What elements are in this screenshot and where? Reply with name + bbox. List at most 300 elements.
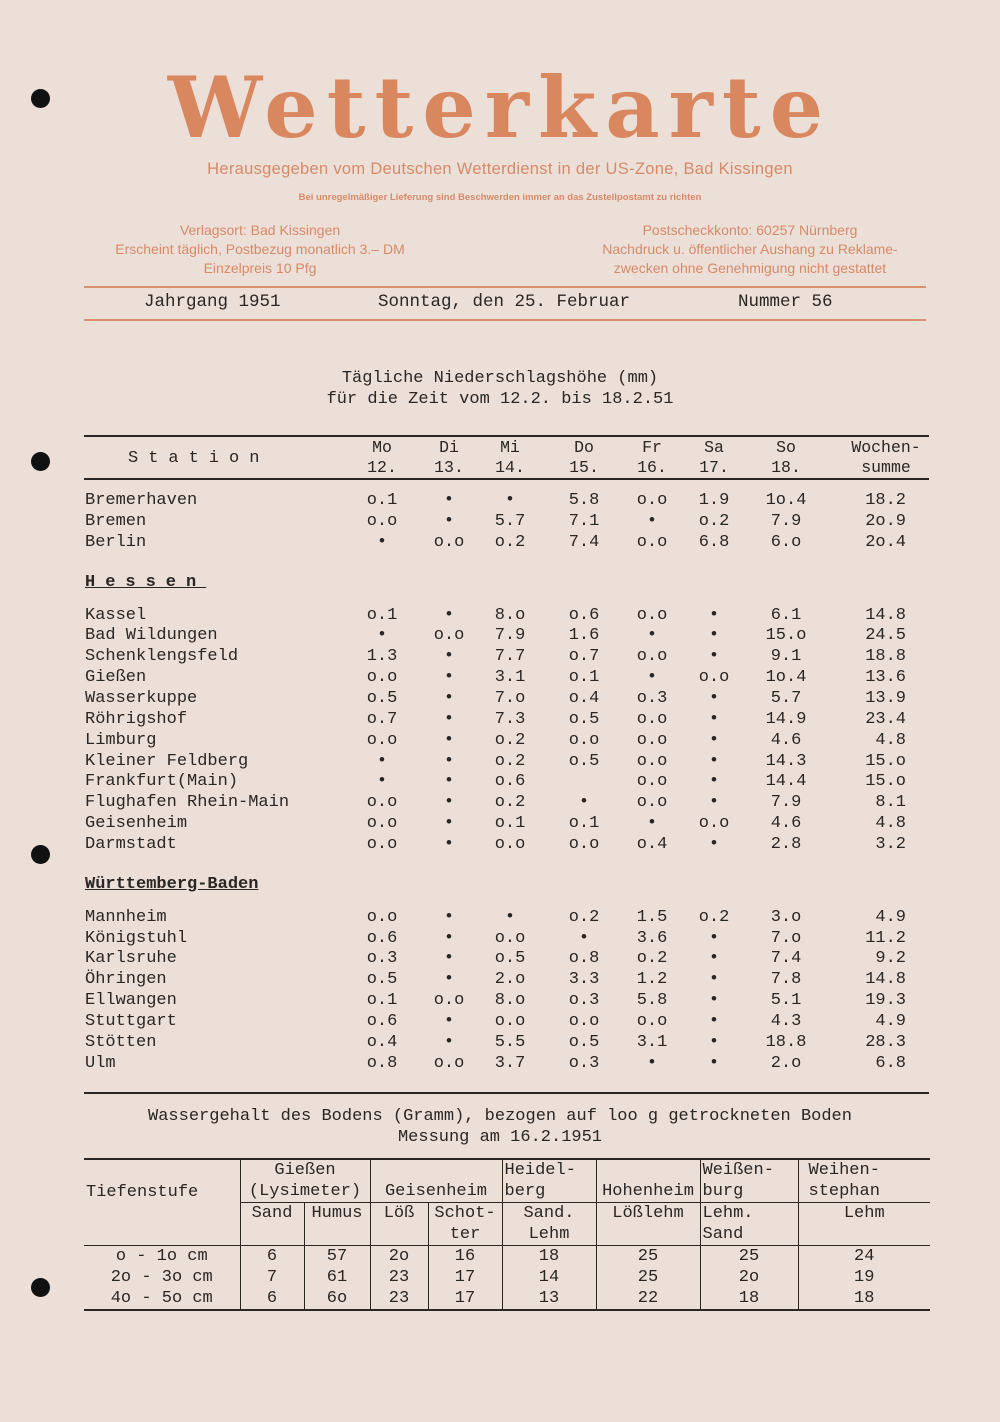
station-name: Kassel — [85, 605, 147, 625]
station-name: Röhrigshof — [85, 709, 188, 729]
station-name: Bremerhaven — [85, 491, 198, 510]
precip-value: • — [646, 1053, 658, 1073]
precip-value: o.o — [568, 834, 600, 854]
dateline-top-rule — [84, 286, 926, 288]
weekly-sum-header — [840, 438, 932, 478]
precip-value: • — [443, 1032, 455, 1052]
station-name: Flughafen Rhein-Main — [85, 793, 290, 813]
soil-type-lehmsand-line1: Lehm. — [702, 1204, 754, 1223]
precip-value: 2.o — [494, 970, 526, 990]
precip-value: 3.1 — [494, 668, 526, 688]
weekly-sum: 9.2 — [875, 949, 906, 969]
soil-water-value: 16 — [428, 1246, 502, 1268]
precip-value: • — [708, 1012, 720, 1031]
station-name: Stuttgart — [85, 1012, 177, 1031]
precip-value: o.5 — [568, 751, 600, 771]
precip-value: • — [708, 605, 720, 625]
precip-value: • — [646, 814, 658, 834]
volume-label: Jahrgang 1951 — [144, 292, 281, 312]
weekly-sum: 13.6 — [865, 668, 906, 688]
station-name: Gießen — [85, 668, 147, 688]
precip-value: • — [708, 647, 720, 667]
precip-value: • — [708, 991, 720, 1011]
soil-water-value: 57 — [304, 1246, 370, 1268]
weekly-sum: 18.8 — [865, 647, 906, 667]
soil-water-value: 19 — [854, 1268, 875, 1287]
soil-water-value: 7 — [240, 1267, 304, 1288]
precip-value: 14.4 — [765, 772, 807, 792]
precip-value: • — [578, 928, 590, 948]
precip-value: o.4 — [366, 1032, 398, 1052]
precip-value: 1o.4 — [765, 491, 807, 510]
precip-period: für die Zeit vom 12.2. bis 18.2.51 — [326, 390, 674, 409]
precip-value: • — [376, 626, 388, 646]
soil-water-value: 23 — [370, 1267, 428, 1288]
depth-range: o - 1o cm — [84, 1246, 240, 1268]
precip-value: o.o — [433, 532, 465, 552]
station-name: Karlsruhe — [85, 949, 177, 969]
soil-water-value: 2o — [700, 1267, 798, 1288]
soil-water-value: 25 — [596, 1246, 700, 1268]
weekly-sum: 28.3 — [865, 1032, 906, 1052]
day-header — [756, 438, 816, 478]
weekly-sum: 2o.4 — [865, 532, 906, 552]
precip-value: o.o — [636, 647, 668, 667]
precip-value: 8.o — [494, 991, 526, 1011]
dateline-bottom-rule — [84, 319, 926, 321]
precip-value: • — [443, 647, 455, 667]
precip-value: o.o — [636, 730, 668, 750]
weekly-sum: 13.9 — [865, 688, 906, 708]
precip-value: o.o — [366, 793, 398, 813]
precip-value: o.1 — [494, 814, 526, 834]
precip-value: • — [443, 949, 455, 969]
precip-value: o.o — [494, 1012, 526, 1031]
precip-value: • — [443, 730, 455, 750]
weekly-sum: 24.5 — [865, 626, 906, 646]
empty-cell — [84, 1203, 240, 1246]
precip-value: o.o — [636, 751, 668, 771]
precip-value: 3.7 — [494, 1053, 526, 1073]
precip-value: 6.8 — [698, 532, 730, 552]
precip-value: o.3 — [366, 949, 398, 969]
precip-value: 6.1 — [770, 605, 802, 625]
precip-value: 5.7 — [494, 511, 526, 531]
precip-value: 7.o — [494, 688, 526, 708]
weekly-sum: 14.8 — [865, 970, 906, 990]
precip-value: o.4 — [568, 688, 600, 708]
precip-value: o.3 — [568, 991, 600, 1011]
precip-value: o.3 — [636, 688, 668, 708]
publishing-line: Einzelpreis 10 Pfg — [203, 260, 317, 276]
soil-type-loess: Löß — [370, 1203, 428, 1246]
precip-value: o.o — [636, 605, 668, 625]
weekly-sum-header-line2: summe — [861, 458, 911, 477]
precip-value: o.2 — [494, 751, 526, 771]
precip-value: 5.1 — [770, 991, 802, 1011]
precip-value: o.7 — [366, 709, 398, 729]
precip-value: • — [376, 751, 388, 771]
depth-range: 4o - 5o cm — [84, 1288, 240, 1310]
soil-water-value: 23 — [370, 1288, 428, 1310]
site-geisenheim: Geisenheim — [370, 1159, 502, 1203]
weekly-sum: 4.9 — [875, 907, 906, 927]
day-name: Di — [439, 438, 459, 457]
precip-value: 1.3 — [366, 647, 398, 667]
day-name: Mi — [500, 438, 520, 457]
precip-value: • — [646, 626, 658, 646]
precip-value: • — [443, 605, 455, 625]
precip-value: • — [443, 709, 455, 729]
soil-water-value: 17 — [428, 1267, 502, 1288]
precip-value: o.2 — [494, 730, 526, 750]
precip-value: • — [646, 668, 658, 688]
soil-type-lehmsand — [700, 1203, 798, 1246]
soil-water-value: 18 — [798, 1288, 930, 1310]
precip-value: o.o — [698, 814, 730, 834]
precip-value: 14.9 — [765, 709, 807, 729]
weekly-sum: 18.2 — [865, 491, 906, 510]
precip-value: • — [443, 491, 455, 510]
precip-value: 1.9 — [698, 491, 730, 510]
site-giessen — [240, 1159, 370, 1203]
soil-water-value: 61 — [304, 1267, 370, 1288]
weekly-sum: 4.8 — [875, 730, 906, 750]
soil-water-value: 6 — [240, 1288, 304, 1310]
soil-title: Wassergehalt des Bodens (Gramm), bezogen auf loo g getrockneten Boden — [148, 1107, 852, 1126]
precip-value: 5.8 — [568, 491, 600, 510]
precip-value: 5.5 — [494, 1032, 526, 1052]
precip-value: • — [708, 772, 720, 792]
precip-value: • — [708, 793, 720, 813]
precip-value: o.8 — [568, 949, 600, 969]
precip-value: 9.1 — [770, 647, 802, 667]
precip-value: o.o — [366, 834, 398, 854]
soil-type-humus: Humus — [304, 1203, 370, 1246]
precip-value: o.o — [366, 907, 398, 927]
soil-type-lehm: Lehm — [798, 1203, 930, 1246]
precip-value: 3.6 — [636, 928, 668, 948]
site-weihenstephan-line2: stephan — [808, 1182, 880, 1201]
soil-water-value: 6o — [304, 1288, 370, 1310]
precip-value: o.o — [568, 730, 600, 750]
precip-value: • — [376, 772, 388, 792]
precip-value: • — [443, 970, 455, 990]
site-heidelberg-line1: Heidel- — [504, 1161, 576, 1180]
precip-value: o.2 — [494, 793, 526, 813]
precip-value: o.4 — [636, 834, 668, 854]
precip-value: • — [708, 626, 720, 646]
station-name: Geisenheim — [85, 814, 188, 834]
day-date: 15. — [569, 458, 599, 477]
postal-line: zwecken ohne Genehmigung nicht gestattet — [613, 260, 887, 276]
precip-value: • — [443, 928, 455, 948]
day-header — [352, 438, 412, 478]
precip-value: 1o.4 — [765, 668, 807, 688]
soil-water-value: 2o — [370, 1246, 428, 1268]
soil-table — [84, 1158, 930, 1311]
weekly-sum: 4.8 — [875, 814, 906, 834]
precip-value: o.5 — [568, 1032, 600, 1052]
weekly-sum: 3.2 — [875, 834, 906, 854]
precip-value: o.7 — [568, 647, 600, 667]
precip-value: o.2 — [568, 907, 600, 927]
day-name: Do — [574, 438, 594, 457]
site-weissenburg-line2: burg — [702, 1182, 744, 1201]
precip-value: 1.2 — [636, 970, 668, 990]
precip-value: o.1 — [366, 991, 398, 1011]
precip-value: • — [708, 970, 720, 990]
postal-line: Nachdruck u. öffentlicher Aushang zu Reklame- — [602, 241, 898, 257]
precip-value: • — [443, 751, 455, 771]
day-date: 17. — [699, 458, 729, 477]
precip-value: • — [504, 907, 516, 927]
masthead-title: Wetterkarte — [167, 58, 833, 157]
precip-value: 6.o — [770, 532, 802, 552]
region-heading: Württemberg-Baden — [85, 874, 259, 894]
day-date: 16. — [637, 458, 667, 477]
soil-type-schotter — [428, 1203, 502, 1246]
day-name: Mo — [372, 438, 392, 457]
precip-value: 8.o — [494, 605, 526, 625]
day-name: So — [776, 438, 796, 457]
precip-value: • — [708, 928, 720, 948]
precip-value: 3.3 — [568, 970, 600, 990]
soil-water-value: 13 — [502, 1288, 596, 1310]
site-weihenstephan-line1: Weihen- — [808, 1161, 880, 1180]
precip-value: 2.o — [770, 1053, 802, 1073]
soil-water-value: 17 — [428, 1288, 502, 1310]
region-heading: Hessen — [85, 572, 207, 592]
weekly-sum: 11.2 — [865, 928, 906, 948]
issue-date: Sonntag, den 25. Februar — [378, 292, 631, 312]
station-header: Station — [128, 449, 270, 468]
soil-water-value: 14 — [502, 1267, 596, 1288]
precip-value: 15.o — [765, 626, 807, 646]
soil-row — [84, 1246, 930, 1268]
precip-value: • — [708, 688, 720, 708]
precip-value: • — [443, 793, 455, 813]
precip-value: • — [708, 949, 720, 969]
station-name: Bremen — [85, 511, 147, 531]
day-header — [419, 438, 479, 478]
precip-value: 7.o — [770, 928, 802, 948]
day-date: 13. — [434, 458, 464, 477]
precip-value: • — [646, 511, 658, 531]
weekly-sum-header-line1: Wochen- — [851, 438, 921, 457]
day-header — [622, 438, 682, 478]
precip-value: o.2 — [698, 907, 730, 927]
weekly-sum: 8.1 — [875, 793, 906, 813]
station-name: Ulm — [85, 1053, 116, 1073]
precip-value: • — [443, 1012, 455, 1031]
precip-value: o.o — [636, 793, 668, 813]
precip-value: 7.9 — [494, 626, 526, 646]
precip-value: • — [443, 668, 455, 688]
precip-value: 3.1 — [636, 1032, 668, 1052]
precip-value: • — [443, 688, 455, 708]
precip-value: 7.4 — [568, 532, 600, 552]
station-name: Kleiner Feldberg — [85, 751, 249, 771]
precip-value: o.o — [366, 730, 398, 750]
precip-value: • — [443, 772, 455, 792]
precip-value: o.o — [366, 511, 398, 531]
station-name: Schenklengsfeld — [85, 647, 239, 667]
day-date: 14. — [495, 458, 525, 477]
precip-value: o.o — [366, 668, 398, 688]
soil-type-sandlehm — [502, 1203, 596, 1246]
soil-type-sandlehm-line1: Sand. — [523, 1204, 575, 1223]
station-name: Mannheim — [85, 907, 167, 927]
station-name: Ellwangen — [85, 991, 177, 1011]
precip-value: o.1 — [568, 814, 600, 834]
precip-value: 5.7 — [770, 688, 802, 708]
precip-value: o.o — [433, 991, 465, 1011]
precip-value: 7.7 — [494, 647, 526, 667]
precip-value: 4.6 — [770, 730, 802, 750]
precip-value: • — [443, 814, 455, 834]
soil-water-value: 18 — [502, 1246, 596, 1268]
weekly-sum: 15.o — [865, 772, 906, 792]
soil-date: Messung am 16.2.1951 — [397, 1128, 603, 1147]
site-weissenburg — [700, 1159, 798, 1203]
precip-value: o.o — [698, 668, 730, 688]
precip-value: 4.3 — [770, 1012, 802, 1031]
precip-value: o.o — [636, 709, 668, 729]
station-name: Öhringen — [85, 970, 167, 990]
soil-water-value: 6 — [240, 1246, 304, 1268]
depth-range: 2o - 3o cm — [84, 1267, 240, 1288]
precip-value: • — [708, 751, 720, 771]
precip-value: o.6 — [366, 1012, 398, 1031]
weekly-sum: 15.o — [865, 751, 906, 771]
precip-value: 7.3 — [494, 709, 526, 729]
depth-header: Tiefenstufe — [84, 1159, 240, 1203]
soil-water-value: 18 — [700, 1288, 798, 1310]
station-name: Stötten — [85, 1032, 157, 1052]
precip-value: 7.9 — [770, 511, 802, 531]
precip-value: o.o — [568, 1012, 600, 1031]
punch-hole — [31, 452, 50, 471]
weekly-sum: 2o.9 — [865, 511, 906, 531]
precip-value: o.8 — [366, 1053, 398, 1073]
precip-value: o.1 — [568, 668, 600, 688]
soil-type-loesslehm: Lößlehm — [596, 1203, 700, 1246]
weekly-sum: 23.4 — [865, 709, 906, 729]
precip-value: o.2 — [494, 532, 526, 552]
site-hohenheim: Hohenheim — [596, 1159, 700, 1203]
precip-value: o.o — [636, 1012, 668, 1031]
precip-value: o.5 — [494, 949, 526, 969]
day-date: 12. — [367, 458, 397, 477]
precip-value: o.o — [494, 834, 526, 854]
table-bottom-rule — [84, 1092, 929, 1094]
site-weissenburg-line1: Weißen- — [702, 1161, 774, 1180]
precip-value: 14.3 — [765, 751, 807, 771]
punch-hole — [31, 1278, 50, 1297]
day-name: Sa — [704, 438, 724, 457]
precip-value: 7.9 — [770, 793, 802, 813]
soil-row — [84, 1288, 930, 1310]
station-name: Frankfurt(Main) — [85, 772, 239, 792]
site-heidelberg-line2: berg — [504, 1182, 546, 1201]
day-header — [480, 438, 540, 478]
soil-type-sandlehm-line2: Lehm — [528, 1225, 570, 1244]
soil-body — [84, 1246, 930, 1311]
weekly-sum: 19.3 — [865, 991, 906, 1011]
precip-title: Tägliche Niederschlagshöhe (mm) — [341, 369, 659, 388]
postal-line: Postscheckkonto: 60257 Nürnberg — [642, 222, 858, 238]
precip-value: o.5 — [568, 709, 600, 729]
precip-value: • — [578, 793, 590, 813]
precip-value: • — [443, 834, 455, 854]
precip-value: o.o — [433, 626, 465, 646]
precip-value: 7.8 — [770, 970, 802, 990]
precip-value: o.6 — [568, 605, 600, 625]
soil-type-sand: Sand — [240, 1203, 304, 1246]
precip-value: • — [708, 709, 720, 729]
station-name: Darmstadt — [85, 834, 177, 854]
precip-value: o.5 — [366, 970, 398, 990]
day-name: Fr — [642, 438, 662, 457]
station-name: Limburg — [85, 730, 157, 750]
precip-value: 18.8 — [765, 1032, 807, 1052]
weekly-sum: 6.8 — [875, 1053, 906, 1073]
station-name: Bad Wildungen — [85, 626, 218, 646]
precip-value: o.o — [433, 1053, 465, 1073]
precip-value: o.3 — [568, 1053, 600, 1073]
precip-value: 1.5 — [636, 907, 668, 927]
soil-type-lehmsand-line2: Sand — [702, 1225, 744, 1244]
publishing-info — [90, 221, 430, 278]
site-giessen-line2: (Lysimeter) — [248, 1182, 362, 1201]
complaint-note: Bei unregelmäßiger Lieferung sind Beschwerden immer an das Zustellpostamt zu richten — [298, 192, 702, 203]
precip-value: o.1 — [366, 605, 398, 625]
soil-water-value: 24 — [798, 1246, 930, 1268]
soil-type-schotter-line2: ter — [449, 1225, 481, 1244]
soil-water-value: 25 — [700, 1246, 798, 1268]
soil-water-value: 25 — [596, 1267, 700, 1288]
precip-value: o.1 — [366, 491, 398, 510]
precip-value: o.o — [494, 928, 526, 948]
precip-value: o.2 — [636, 949, 668, 969]
station-name: Berlin — [85, 532, 147, 552]
precip-value: 2.8 — [770, 834, 802, 854]
precip-value: o.o — [366, 814, 398, 834]
precip-value: o.o — [636, 491, 668, 510]
publishing-line: Verlagsort: Bad Kissingen — [179, 222, 341, 238]
day-date: 18. — [771, 458, 801, 477]
day-header — [684, 438, 744, 478]
station-name: Wasserkuppe — [85, 688, 198, 708]
table-top-rule — [84, 435, 929, 437]
soil-water-value: 22 — [596, 1288, 700, 1310]
soil-type-row — [84, 1203, 930, 1246]
precip-value: o.2 — [698, 511, 730, 531]
day-header — [554, 438, 614, 478]
precip-value: 5.8 — [636, 991, 668, 1011]
precip-value: 7.1 — [568, 511, 600, 531]
soil-row — [84, 1267, 930, 1288]
site-heidelberg — [502, 1159, 596, 1203]
publisher-line: Herausgegeben vom Deutschen Wetterdienst in der US-Zone, Bad Kissingen — [207, 160, 793, 178]
precip-value: o.o — [636, 532, 668, 552]
precip-value: • — [443, 907, 455, 927]
precip-value: • — [708, 834, 720, 854]
precip-value: • — [443, 511, 455, 531]
precip-value: • — [708, 1032, 720, 1052]
site-weihenstephan — [798, 1159, 930, 1203]
